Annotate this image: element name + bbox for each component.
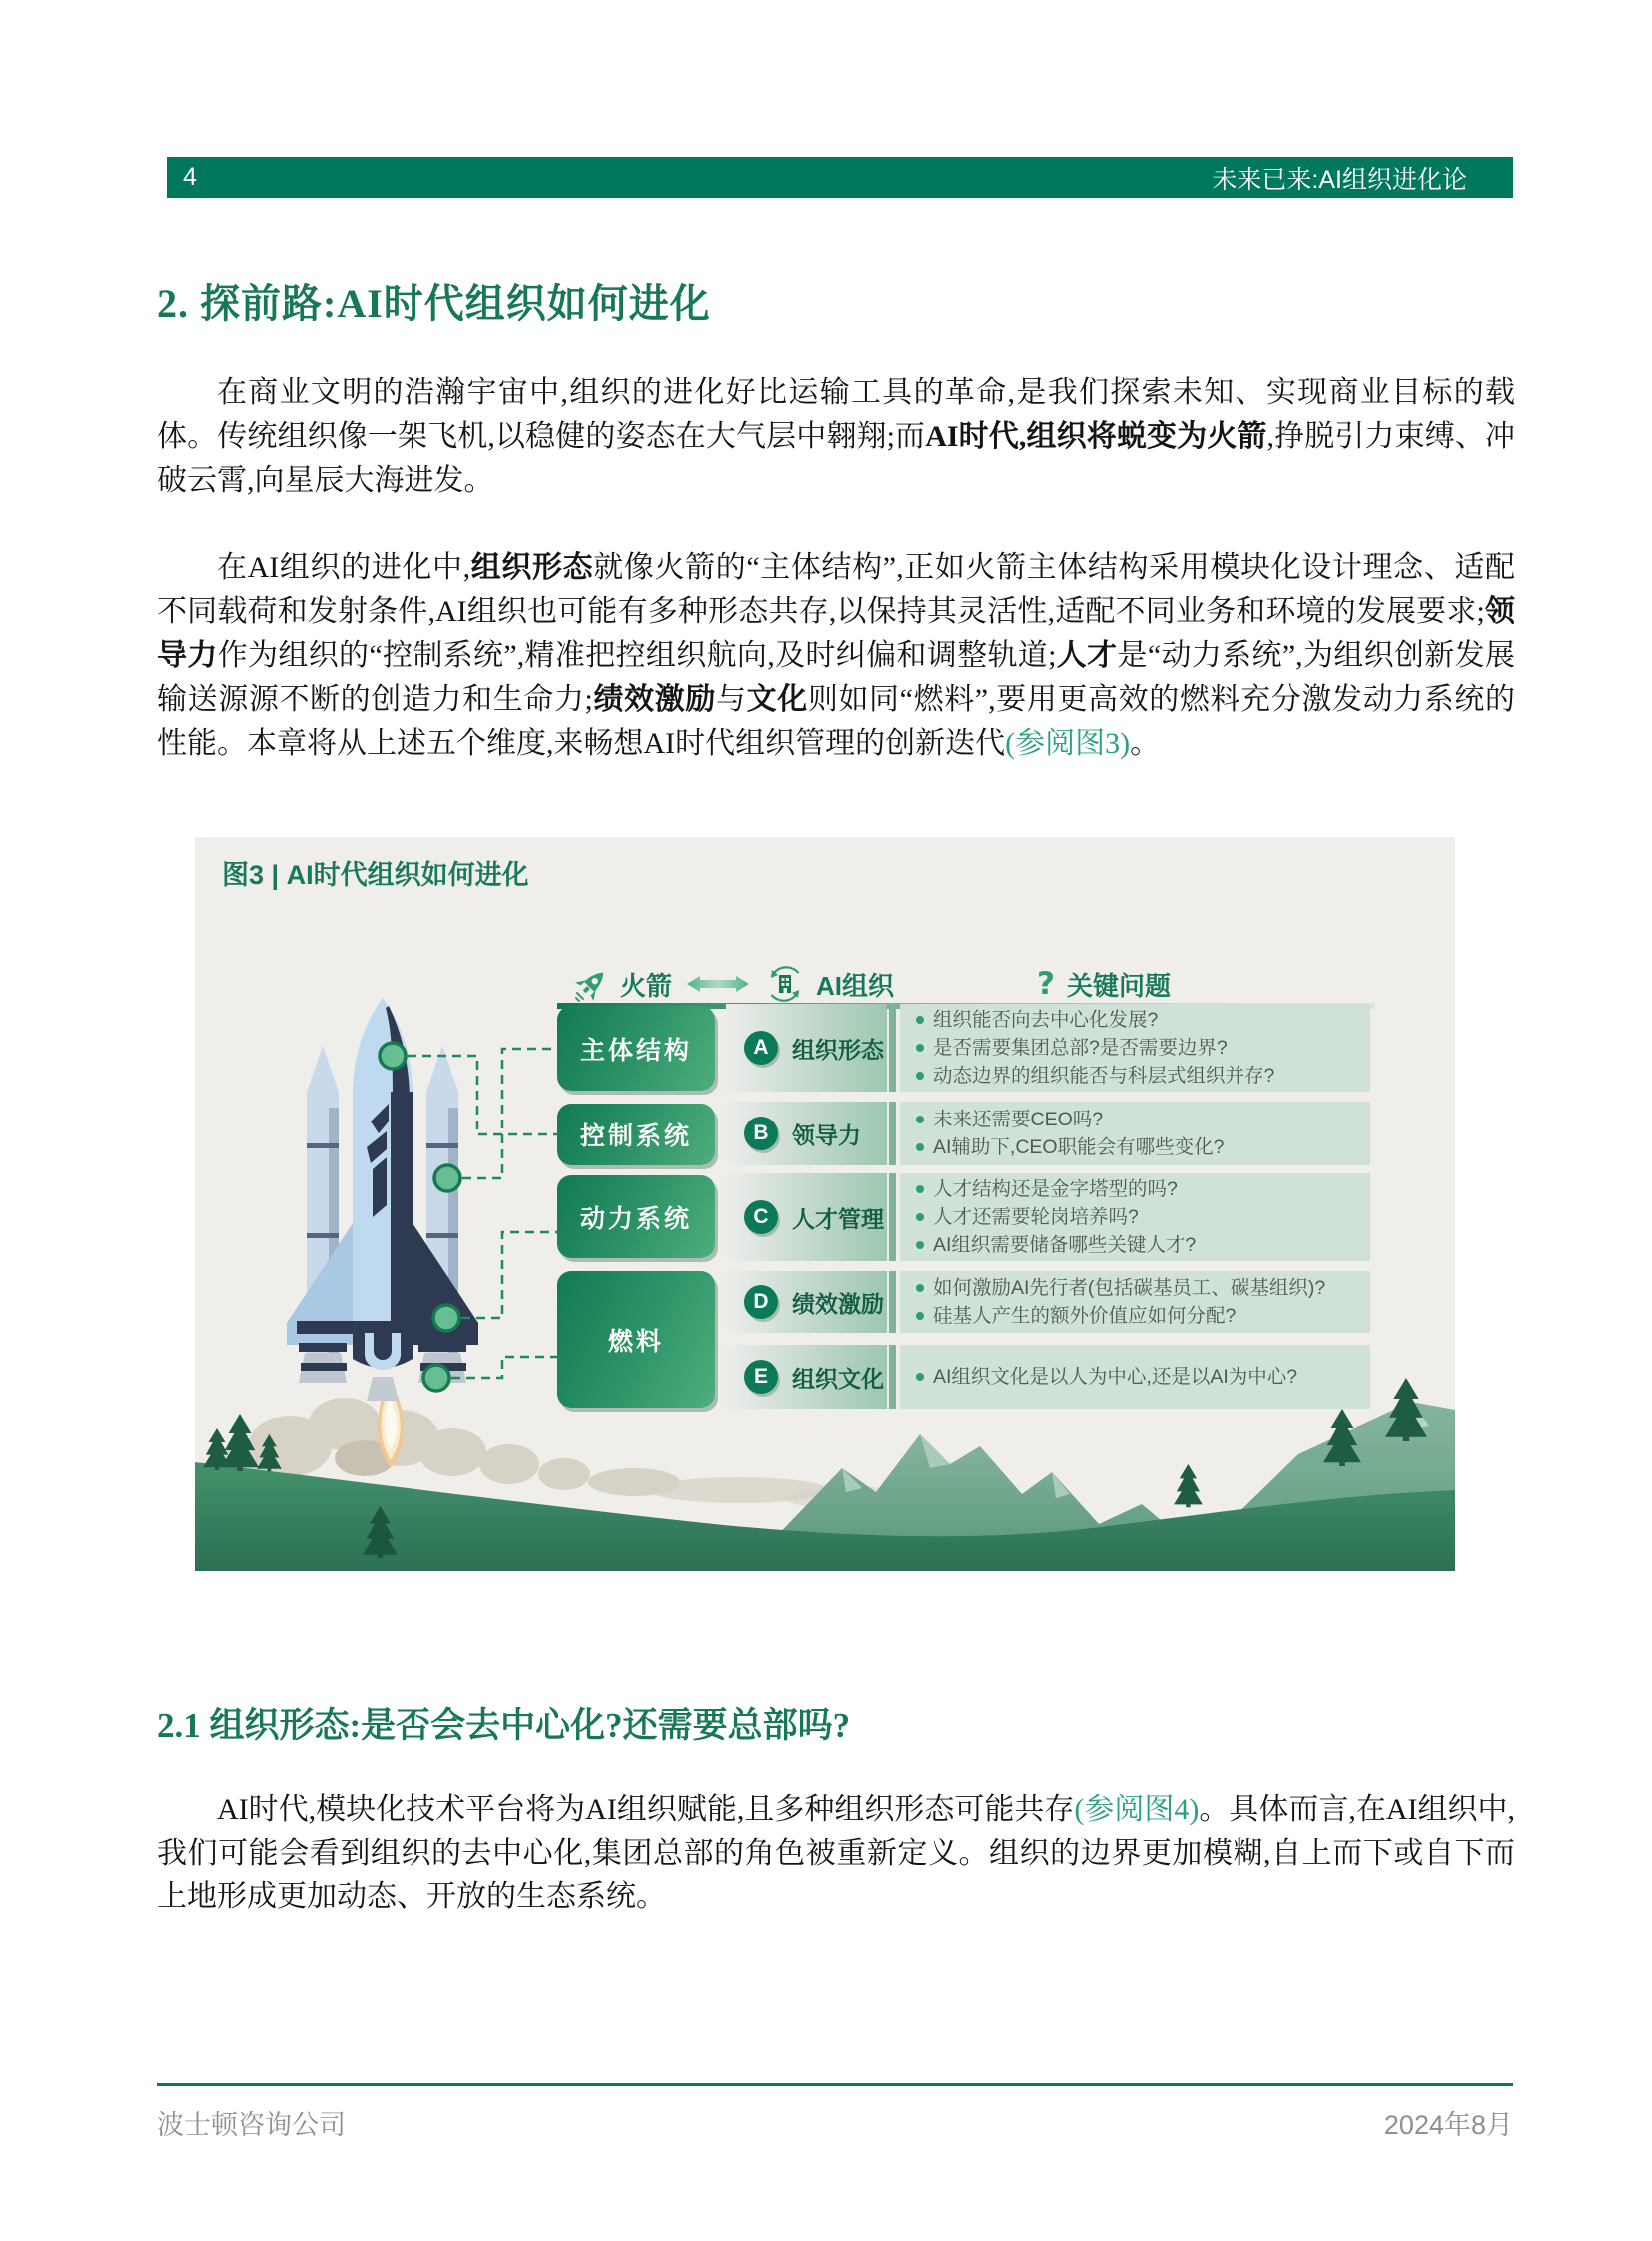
question-text: 未来还需要CEO吗? [933, 1109, 1104, 1130]
text-run: 。 [1130, 727, 1161, 760]
text-run: AI时代,组织将蜕变为火箭 [925, 420, 1267, 453]
text-run: ,挣脱引力束缚、冲破云霄,向星辰大海进发。 [157, 420, 1516, 497]
header-title: 未来已来:AI组织进化论 [1212, 165, 1467, 194]
question-text: AI组织需要储备哪些关键人才? [933, 1234, 1197, 1256]
question-item [916, 1274, 1360, 1302]
category-label-a: 组织形态 [792, 1036, 884, 1063]
question-item [916, 1034, 1360, 1062]
rocket-part-box-power: 动力系统 [557, 1175, 715, 1258]
question-text: 是否需要集团总部?是否需要边界? [933, 1037, 1228, 1059]
category-label-d: 绩效激励 [792, 1290, 884, 1317]
legend-label-questions: 关键问题 [1066, 970, 1171, 1001]
figure-exhibit-3 [195, 837, 1455, 1571]
footer-company: 波士顿咨询公司 [157, 2110, 346, 2140]
figure-legend [574, 963, 894, 1005]
bullet-icon [916, 1143, 924, 1151]
question-item [916, 1006, 1360, 1034]
subsection-title: 2.1 组织形态:是否会去中心化?还需要总部吗? [157, 1706, 851, 1745]
page-number: 4 [183, 163, 197, 191]
bullet-icon [916, 1044, 924, 1052]
text-run: 领导力 [157, 595, 1515, 672]
double-arrow-icon [686, 972, 750, 996]
question-text: 动态边界的组织能否与科层式组织并存? [933, 1065, 1275, 1087]
question-stripe-e [889, 1345, 896, 1409]
bullet-icon [916, 1284, 924, 1292]
bullet-icon [916, 1072, 924, 1080]
figure-title: 图3 | AI时代组织如何进化 [222, 860, 529, 890]
question-item [916, 1363, 1360, 1391]
paragraph-3 [157, 1788, 1515, 1919]
question-text: AI辅助下,CEO职能会有哪些变化? [933, 1136, 1225, 1158]
question-item [916, 1175, 1360, 1203]
category-row-c [726, 1173, 887, 1261]
text-run: 作为组织的“控制系统”,精准把控组织航向,及时纠偏和调整轨道; [217, 639, 1057, 672]
question-panel-b [900, 1102, 1370, 1165]
legend-label-rocket: 火箭 [620, 970, 673, 1001]
section-title: 2. 探前路:AI时代组织如何进化 [157, 281, 711, 326]
text-run: 在商业文明的浩瀚宇宙中,组织的进化好比运输工具的革命,是我们探索未知、实现商业目标的载体。传统组织像一架飞机,以稳健的姿态在大气层中翱翔;而 [157, 376, 1515, 453]
text-run: 在AI组织的进化中, [217, 551, 471, 584]
letter-badge-d: D [744, 1285, 778, 1319]
bullet-icon [916, 1185, 924, 1193]
footer-rule [157, 2083, 1513, 2086]
question-stripe-b [889, 1102, 896, 1165]
question-text: 组织能否向去中心化发展? [933, 1009, 1159, 1031]
question-item [916, 1231, 1360, 1259]
ai-org-icon [764, 963, 806, 1005]
question-text: AI组织文化是以人为中心,还是以AI为中心? [933, 1366, 1298, 1388]
rocket-part-box-control: 控制系统 [557, 1104, 715, 1165]
rocket-icon [574, 966, 610, 1002]
category-row-b [726, 1102, 887, 1165]
rocket-part-box-fuel: 燃料 [557, 1271, 715, 1408]
question-item [916, 1106, 1360, 1133]
question-text: 人才还需要轮岗培养吗? [933, 1206, 1139, 1228]
bullet-icon [916, 1213, 924, 1221]
bullet-icon [916, 1116, 924, 1123]
question-panel-d [900, 1271, 1370, 1333]
question-item [916, 1302, 1360, 1330]
question-stripe-d [889, 1271, 896, 1333]
question-item [916, 1062, 1360, 1090]
text-run: AI时代,模块化技术平台将为AI组织赋能,且多种组织形态可能共存 [217, 1793, 1075, 1826]
figure-reference-link[interactable]: (参阅图3) [1005, 727, 1131, 760]
text-run: 。具体而言,在AI组织中,我们可能会看到组织的去中心化,集团总部的角色被重新定义。组织的边界更加模糊,自上而下或自下而上地形成更加动态、开放的生态系统。 [157, 1793, 1516, 1913]
intro-copy [157, 372, 1515, 809]
question-panel-e [900, 1345, 1370, 1409]
question-panel-a [900, 1004, 1370, 1092]
text-run: 文化 [746, 683, 808, 716]
text-run: 绩效激励 [592, 683, 716, 716]
letter-badge-b: B [744, 1117, 778, 1150]
question-item [916, 1203, 1360, 1231]
text-run: 人才 [1056, 639, 1118, 672]
category-label-e: 组织文化 [792, 1365, 884, 1392]
question-panel-c [900, 1173, 1370, 1261]
category-row-d [726, 1271, 887, 1333]
bullet-icon [916, 1016, 924, 1024]
footer-date: 2024年8月 [1383, 2110, 1513, 2140]
bullet-icon [916, 1373, 924, 1381]
question-text: 硅基人产生的额外价值应如何分配? [933, 1305, 1237, 1327]
bullet-icon [916, 1241, 924, 1249]
question-mark-icon: ? [1037, 966, 1055, 1002]
letter-badge-e: E [744, 1360, 778, 1394]
paragraph-2 [157, 546, 1515, 766]
category-label-c: 人才管理 [792, 1205, 884, 1232]
question-item [916, 1133, 1360, 1161]
page-header-bar [167, 157, 1513, 198]
figure-legend-questions [1037, 963, 1171, 1005]
text-run: 是“动力系统”,为组织创新发展输送源源不断的创造力和生命力; [157, 639, 1516, 716]
text-run: 就像火箭的“主体结构”,正如火箭主体结构采用模块化设计理念、适配不同载荷和发射条件,AI组织也可能有多种形态共存,以保持其灵活性,适配不同业务和环境的发展要求; [157, 551, 1515, 628]
letter-badge-c: C [744, 1200, 778, 1234]
letter-badge-a: A [744, 1031, 778, 1065]
subsection-copy [157, 1788, 1515, 1919]
legend-label-ai-org: AI组织 [816, 970, 895, 1001]
text-run: 与 [715, 683, 747, 716]
question-stripe-c [889, 1173, 896, 1261]
category-row-a [726, 1004, 887, 1092]
category-label-b: 领导力 [792, 1121, 861, 1148]
category-row-e [726, 1345, 887, 1409]
rocket-part-box-structure: 主体结构 [557, 1006, 715, 1091]
text-run: 组织形态 [470, 551, 594, 584]
text-run: 则如同“燃料”,要用更高效的燃料充分激发动力系统的性能。本章将从上述五个维度,来畅想AI时代组织管理的创新迭代 [157, 683, 1516, 760]
figure-reference-link[interactable]: (参阅图4) [1074, 1793, 1200, 1826]
question-text: 如何激励AI先行者(包括碳基员工、碳基组织)? [933, 1277, 1326, 1299]
bullet-icon [916, 1312, 924, 1320]
question-stripe-a [889, 1004, 896, 1092]
question-text: 人才结构还是金字塔型的吗? [933, 1178, 1178, 1200]
paragraph-1 [157, 372, 1515, 503]
